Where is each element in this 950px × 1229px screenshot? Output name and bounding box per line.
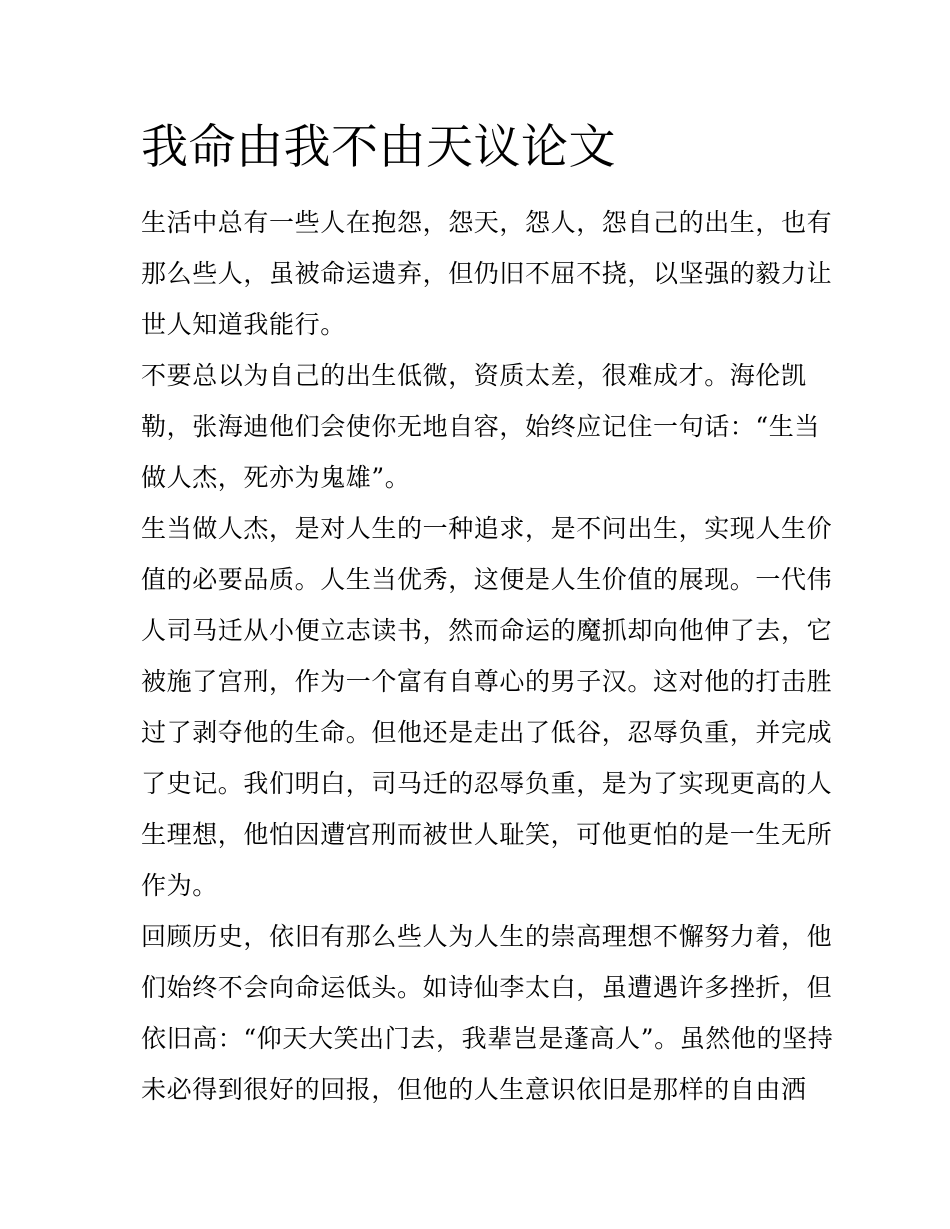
text-line: 过了剥夺他的生命。但他还是走出了低谷，忍辱负重，并完成 bbox=[141, 718, 833, 747]
text-line: 不要总以为自己的出生低微，资质太差，很难成才。海伦凯 bbox=[141, 361, 807, 390]
text-line: 生活中总有一些人在抱怨，怨天，怨人，怨自己的出生，也有 bbox=[141, 208, 833, 237]
text-line: 依旧高：“仰天大笑出门去，我辈岂是蓬高人”。虽然他的坚持 bbox=[141, 1024, 834, 1053]
text-line: 人司马迁从小便立志读书，然而命运的魔抓却向他伸了去，它 bbox=[141, 616, 833, 645]
text-line: 生当做人杰，是对人生的一种追求，是不问出生，实现人生价 bbox=[141, 514, 833, 543]
paragraph-1 bbox=[141, 197, 833, 350]
text-line: 了史记。我们明白，司马迁的忍辱负重，是为了实现更高的人 bbox=[141, 769, 833, 798]
text-line: 们始终不会向命运低头。如诗仙李太白，虽遭遇许多挫折，但 bbox=[141, 973, 833, 1002]
document-body bbox=[141, 197, 834, 1115]
text-line: 做人杰，死亦为鬼雄”。 bbox=[141, 463, 411, 492]
text-line: 那么些人，虽被命运遗弃，但仍旧不屈不挠，以坚强的毅力让 bbox=[141, 259, 833, 288]
text-line: 作为。 bbox=[141, 871, 218, 900]
document-title: 我命由我不由天议论文 bbox=[141, 120, 616, 175]
text-line: 勒，张海迪他们会使你无地自容，始终应记住一句话：“生当 bbox=[141, 412, 820, 441]
paragraph-2 bbox=[141, 350, 821, 503]
text-line: 生理想，他怕因遭宫刑而被世人耻笑，可他更怕的是一生无所 bbox=[141, 820, 833, 849]
text-line: 值的必要品质。人生当优秀，这便是人生价值的展现。一代伟 bbox=[141, 565, 833, 594]
paragraph-4 bbox=[141, 911, 834, 1115]
text-line: 回顾历史，依旧有那么些人为人生的崇高理想不懈努力着，他 bbox=[141, 922, 833, 951]
text-line: 未必得到很好的回报，但他的人生意识依旧是那样的自由洒 bbox=[141, 1075, 807, 1104]
text-line: 被施了宫刑，作为一个富有自尊心的男子汉。这对他的打击胜 bbox=[141, 667, 833, 696]
text-line: 世人知道我能行。 bbox=[141, 310, 346, 339]
paragraph-3 bbox=[141, 503, 833, 911]
